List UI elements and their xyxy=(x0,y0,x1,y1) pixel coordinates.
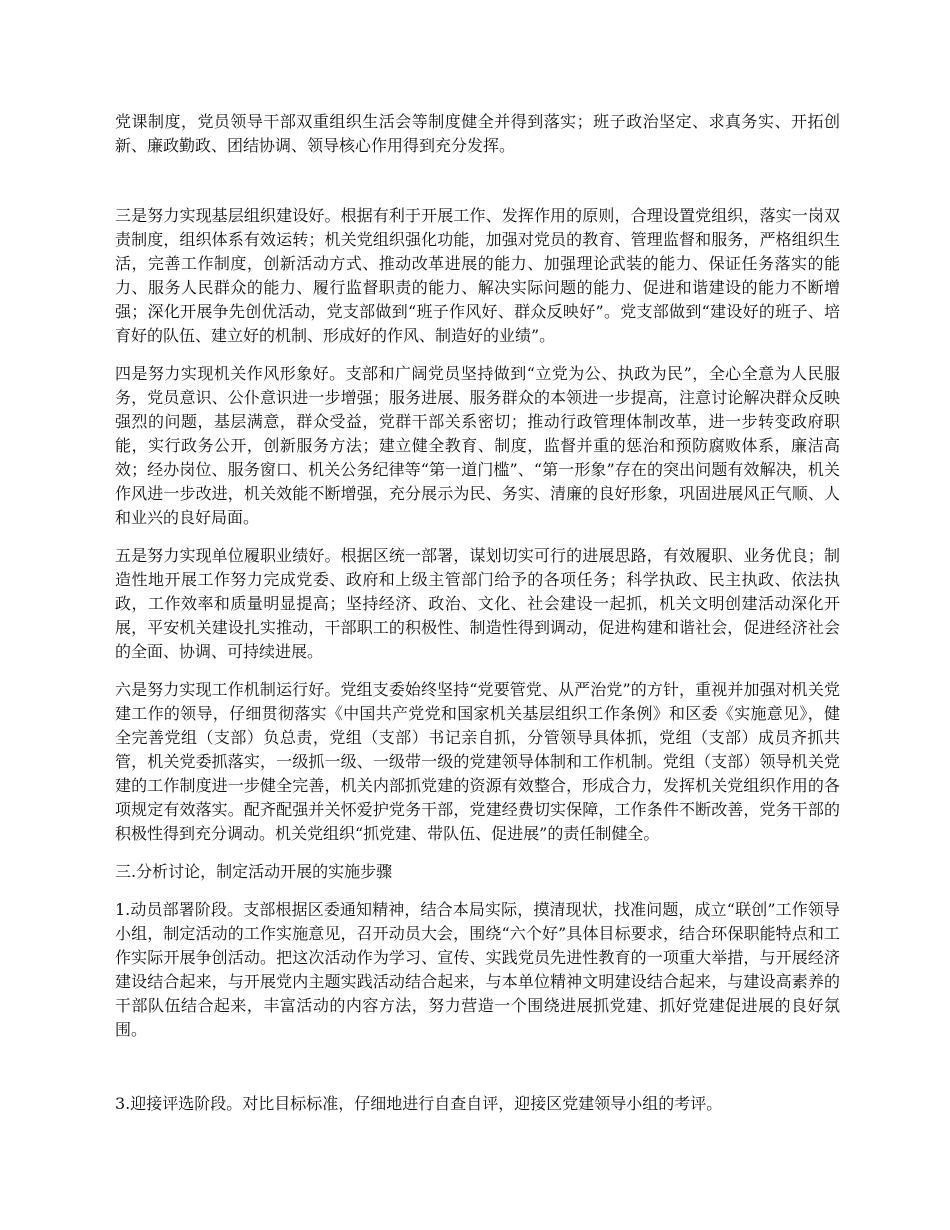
paragraph-party-system: 党课制度，党员领导干部双重组织生活会等制度健全并得到落实；班子政治坚定、求真务实、开拓创新、廉政勤政、团结协调、领导核心作用得到充分发挥。 xyxy=(115,112,840,155)
spacer xyxy=(115,846,840,860)
document-page xyxy=(115,110,840,1116)
spacer xyxy=(115,348,840,362)
spacer xyxy=(115,884,840,898)
spacer xyxy=(115,530,840,544)
paragraph-work-style: 四是努力实现机关作风形象好。支部和广阔党员坚持做到“立党为公、执政为民”，全心全意为人民服务，党员意识、公仆意识进一步增强；服务进展、服务群众的本领进一步提高，注意讨论解决群众反映强烈的问题，基层满意，群众受益，党群干部关系密切；推动行政管理体制改革，进一步转变政府职能，实行政务公开，创新服务方法；建立健全教育、制度，监督并重的惩治和预防腐败体系，廉洁高效；经办岗位、服务窗口、机关公务纪律等“第一道门槛”、“第一形象”存在的突出问题有效解决，机关作风进一步改进，机关效能不断增强，充分展示为民、务实、清廉的良好形象，巩固进展风正气顺、人和业兴的良好局面。 xyxy=(115,364,840,527)
spacer xyxy=(115,158,840,204)
paragraph-grassroots-organization: 三是努力实现基层组织建设好。根据有利于开展工作、发挥作用的原则，合理设置党组织，落实一岗双责制度，组织体系有效运转；机关党组织强化功能，加强对党员的教育、管理监督和服务，严格组织生活，完善工作制度，创新活动方式、推动改革进展的能力、加强理论武装的能力、保证任务落实的能力、服务人民群众的能力、履行监督职责的能力、解决实际问题的能力、促进和谐建设的能力不断增强；深化开展争先创优活动，党支部做到“班子作风好、群众反映好”。党支部做到“建设好的班子、培育好的队伍、建立好的机制、形成好的作风、制造好的业绩”。 xyxy=(115,206,840,345)
paragraph-work-mechanism: 六是努力实现工作机制运行好。党组支委始终坚持“党要管党、从严治党”的方针，重视并加强对机关党建工作的领导，仔细贯彻落实《中国共产党党和国家机关基层组织工作条例》和区委《实施意见》，健全完善党组（支部）负总责，党组（支部）书记亲自抓，分管领导具体抓，党组（支部）成员齐抓共管，机关党委抓落实，一级抓一级、一级带一级的党建领导体制和工作机制。党组（支部）领导机关党建的工作制度进一步健全完善，机关内部抓党建的资源有效整合，形成合力，发挥机关党组织作用的各项规定有效落实。配齐配强并关怀爱护党务干部，党建经费切实保障，工作条件不断改善，党务干部的积极性得到充分调动。机关党组织“抓党建、带队伍、促进展”的责任制健全。 xyxy=(115,680,840,843)
spacer xyxy=(115,1042,840,1092)
paragraph-evaluation-stage: 3.迎接评选阶段。对比目标标准，仔细地进行自查自评，迎接区党建领导小组的考评。 xyxy=(115,1094,723,1113)
spacer xyxy=(115,664,840,678)
section-heading-steps: 三.分析讨论，制定活动开展的实施步骤 xyxy=(115,862,393,881)
paragraph-performance: 五是努力实现单位履职业绩好。根据区统一部署，谋划切实可行的进展思路，有效履职、业务优良；制造性地开展工作努力完成党委、政府和上级主管部门给予的各项任务；科学执政、民主执政、依法执政，工作效率和质量明显提高；坚持经济、政治、文化、社会建设一起抓，机关文明创建活动深化开展，平安机关建设扎实推动，干部职工的积极性、制造性得到调动，促进构建和谐社会，促进经济社会的全面、协调、可持续进展。 xyxy=(115,546,840,661)
paragraph-mobilization-stage: 1.动员部署阶段。支部根据区委通知精神，结合本局实际，摸清现状，找准问题，成立“联创”工作领导小组，制定活动的工作实施意见，召开动员大会，围绕“六个好”具体目标要求，结合环保职能特点和工作实际开展争创活动。把这次活动作为学习、宣传、实践党员先进性教育的一项重大举措，与开展经济建设结合起来，与开展党内主题实践活动结合起来，与本单位精神文明建设结合起来，与建设高素养的干部队伍结合起来，丰富活动的内容方法，努力营造一个围绕进展抓党建、抓好党建促进展的良好氛围。 xyxy=(115,900,840,1039)
